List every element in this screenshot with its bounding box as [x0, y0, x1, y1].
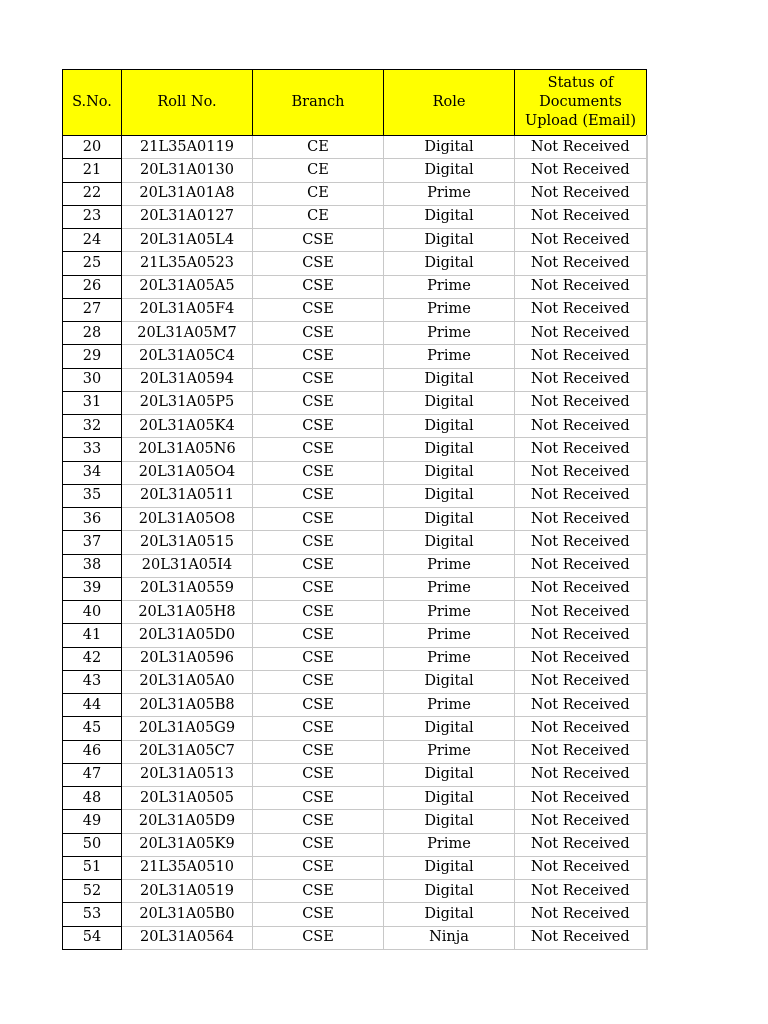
cell-status: Not Received — [515, 694, 647, 717]
table-row — [63, 740, 647, 763]
cell-status: Not Received — [515, 903, 647, 926]
cell-sno: 50 — [63, 833, 122, 856]
cell-sno: 25 — [63, 252, 122, 275]
cell-sno: 22 — [63, 182, 122, 205]
cell-role: Digital — [384, 670, 515, 693]
cell-status: Not Received — [515, 833, 647, 856]
cell-branch: CE — [253, 182, 384, 205]
cell-role: Digital — [384, 461, 515, 484]
cell-sno: 33 — [63, 438, 122, 461]
cell-roll-no: 20L31A0559 — [122, 577, 253, 600]
cell-roll-no: 20L31A05B8 — [122, 694, 253, 717]
cell-roll-no: 20L31A05A0 — [122, 670, 253, 693]
cell-branch: CSE — [253, 740, 384, 763]
cell-sno: 23 — [63, 205, 122, 228]
cell-sno: 51 — [63, 856, 122, 879]
table-row — [63, 577, 647, 600]
table-row — [63, 554, 647, 577]
cell-status: Not Received — [515, 740, 647, 763]
cell-sno: 20 — [63, 136, 122, 159]
table-row — [63, 322, 647, 345]
cell-sno: 48 — [63, 787, 122, 810]
cell-sno: 54 — [63, 926, 122, 949]
cell-roll-no: 21L35A0523 — [122, 252, 253, 275]
cell-roll-no: 20L31A05I4 — [122, 554, 253, 577]
cell-branch: CSE — [253, 647, 384, 670]
cell-status: Not Received — [515, 182, 647, 205]
cell-branch: CSE — [253, 391, 384, 414]
cell-role: Digital — [384, 136, 515, 159]
table-row — [63, 438, 647, 461]
cell-roll-no: 20L31A0505 — [122, 787, 253, 810]
cell-status: Not Received — [515, 763, 647, 786]
cell-role: Prime — [384, 275, 515, 298]
cell-roll-no: 20L31A0594 — [122, 368, 253, 391]
cell-role: Digital — [384, 763, 515, 786]
table-row — [63, 647, 647, 670]
table-row — [63, 833, 647, 856]
cell-status: Not Received — [515, 601, 647, 624]
cell-status: Not Received — [515, 508, 647, 531]
cell-role: Digital — [384, 438, 515, 461]
header-row — [63, 70, 647, 136]
cell-roll-no: 20L31A0130 — [122, 159, 253, 182]
cell-roll-no: 20L31A0564 — [122, 926, 253, 949]
cell-sno: 46 — [63, 740, 122, 763]
cell-role: Prime — [384, 322, 515, 345]
cell-branch: CSE — [253, 717, 384, 740]
cell-branch: CSE — [253, 415, 384, 438]
table-row — [63, 461, 647, 484]
cell-role: Prime — [384, 624, 515, 647]
table-row — [63, 136, 647, 159]
cell-sno: 35 — [63, 484, 122, 507]
cell-role: Digital — [384, 810, 515, 833]
cell-status: Not Received — [515, 624, 647, 647]
cell-status: Not Received — [515, 159, 647, 182]
cell-sno: 40 — [63, 601, 122, 624]
table-body — [63, 136, 647, 950]
cell-roll-no: 20L31A05F4 — [122, 298, 253, 321]
cell-branch: CSE — [253, 624, 384, 647]
cell-role: Digital — [384, 229, 515, 252]
cell-roll-no: 20L31A05G9 — [122, 717, 253, 740]
table-header — [63, 70, 647, 136]
cell-branch: CSE — [253, 484, 384, 507]
cell-sno: 38 — [63, 554, 122, 577]
header-sno: S.No. — [63, 70, 122, 136]
cell-sno: 26 — [63, 275, 122, 298]
cell-roll-no: 20L31A0511 — [122, 484, 253, 507]
cell-branch: CSE — [253, 903, 384, 926]
cell-status: Not Received — [515, 484, 647, 507]
cell-roll-no: 20L31A0513 — [122, 763, 253, 786]
table-row — [63, 182, 647, 205]
cell-role: Prime — [384, 647, 515, 670]
cell-sno: 31 — [63, 391, 122, 414]
cell-branch: CSE — [253, 368, 384, 391]
cell-status: Not Received — [515, 554, 647, 577]
cell-sno: 36 — [63, 508, 122, 531]
cell-branch: CSE — [253, 461, 384, 484]
cell-status: Not Received — [515, 391, 647, 414]
cell-sno: 34 — [63, 461, 122, 484]
cell-branch: CSE — [253, 926, 384, 949]
table-row — [63, 601, 647, 624]
cell-role: Prime — [384, 833, 515, 856]
cell-role: Prime — [384, 554, 515, 577]
header-status: Status of Documents Upload (Email) — [515, 70, 647, 136]
cell-roll-no: 20L31A05K9 — [122, 833, 253, 856]
cell-roll-no: 20L31A05D9 — [122, 810, 253, 833]
table-row — [63, 717, 647, 740]
cell-sno: 37 — [63, 531, 122, 554]
cell-sno: 42 — [63, 647, 122, 670]
cell-roll-no: 20L31A05M7 — [122, 322, 253, 345]
cell-branch: CSE — [253, 856, 384, 879]
documents-status-table — [62, 69, 648, 950]
cell-status: Not Received — [515, 670, 647, 693]
cell-sno: 24 — [63, 229, 122, 252]
cell-status: Not Received — [515, 926, 647, 949]
cell-role: Digital — [384, 531, 515, 554]
cell-roll-no: 20L31A0519 — [122, 880, 253, 903]
cell-branch: CSE — [253, 322, 384, 345]
table-row — [63, 229, 647, 252]
cell-status: Not Received — [515, 136, 647, 159]
cell-role: Digital — [384, 787, 515, 810]
cell-roll-no: 20L31A05K4 — [122, 415, 253, 438]
cell-status: Not Received — [515, 647, 647, 670]
cell-roll-no: 20L31A05C7 — [122, 740, 253, 763]
cell-branch: CE — [253, 205, 384, 228]
cell-sno: 41 — [63, 624, 122, 647]
cell-status: Not Received — [515, 415, 647, 438]
cell-role: Digital — [384, 252, 515, 275]
cell-role: Prime — [384, 740, 515, 763]
cell-sno: 28 — [63, 322, 122, 345]
cell-roll-no: 21L35A0510 — [122, 856, 253, 879]
cell-status: Not Received — [515, 229, 647, 252]
table-row — [63, 694, 647, 717]
table-row — [63, 926, 647, 949]
cell-branch: CSE — [253, 252, 384, 275]
cell-status: Not Received — [515, 787, 647, 810]
cell-sno: 53 — [63, 903, 122, 926]
cell-roll-no: 20L31A05P5 — [122, 391, 253, 414]
table-row — [63, 252, 647, 275]
cell-role: Digital — [384, 205, 515, 228]
cell-roll-no: 20L31A0127 — [122, 205, 253, 228]
cell-status: Not Received — [515, 810, 647, 833]
cell-branch: CSE — [253, 554, 384, 577]
cell-branch: CSE — [253, 787, 384, 810]
cell-status: Not Received — [515, 461, 647, 484]
cell-branch: CSE — [253, 531, 384, 554]
cell-branch: CSE — [253, 229, 384, 252]
cell-role: Digital — [384, 391, 515, 414]
cell-role: Digital — [384, 159, 515, 182]
cell-role: Prime — [384, 577, 515, 600]
table-row — [63, 624, 647, 647]
table-row — [63, 345, 647, 368]
cell-status: Not Received — [515, 368, 647, 391]
cell-sno: 27 — [63, 298, 122, 321]
cell-sno: 47 — [63, 763, 122, 786]
cell-role: Prime — [384, 298, 515, 321]
table-row — [63, 903, 647, 926]
cell-status: Not Received — [515, 880, 647, 903]
cell-status: Not Received — [515, 205, 647, 228]
cell-role: Prime — [384, 345, 515, 368]
cell-role: Digital — [384, 880, 515, 903]
table-row — [63, 856, 647, 879]
cell-sno: 39 — [63, 577, 122, 600]
cell-branch: CSE — [253, 298, 384, 321]
cell-sno: 32 — [63, 415, 122, 438]
cell-sno: 52 — [63, 880, 122, 903]
cell-status: Not Received — [515, 298, 647, 321]
cell-sno: 30 — [63, 368, 122, 391]
cell-branch: CSE — [253, 763, 384, 786]
cell-roll-no: 20L31A05D0 — [122, 624, 253, 647]
cell-role: Digital — [384, 856, 515, 879]
table-row — [63, 298, 647, 321]
cell-role: Digital — [384, 368, 515, 391]
cell-branch: CSE — [253, 670, 384, 693]
header-roll-no: Roll No. — [122, 70, 253, 136]
table-row — [63, 531, 647, 554]
cell-status: Not Received — [515, 275, 647, 298]
cell-status: Not Received — [515, 345, 647, 368]
cell-sno: 43 — [63, 670, 122, 693]
cell-status: Not Received — [515, 577, 647, 600]
cell-role: Digital — [384, 717, 515, 740]
cell-roll-no: 20L31A0515 — [122, 531, 253, 554]
cell-role: Digital — [384, 903, 515, 926]
cell-branch: CSE — [253, 345, 384, 368]
cell-roll-no: 20L31A05L4 — [122, 229, 253, 252]
cell-branch: CSE — [253, 577, 384, 600]
table-row — [63, 670, 647, 693]
cell-roll-no: 20L31A05B0 — [122, 903, 253, 926]
cell-branch: CSE — [253, 833, 384, 856]
cell-branch: CE — [253, 136, 384, 159]
cell-status: Not Received — [515, 856, 647, 879]
cell-roll-no: 20L31A05A5 — [122, 275, 253, 298]
cell-sno: 21 — [63, 159, 122, 182]
table-row — [63, 763, 647, 786]
cell-roll-no: 20L31A05H8 — [122, 601, 253, 624]
cell-status: Not Received — [515, 322, 647, 345]
cell-role: Prime — [384, 182, 515, 205]
cell-status: Not Received — [515, 531, 647, 554]
table-row — [63, 159, 647, 182]
cell-roll-no: 20L31A01A8 — [122, 182, 253, 205]
table-row — [63, 787, 647, 810]
cell-sno: 45 — [63, 717, 122, 740]
cell-role: Ninja — [384, 926, 515, 949]
cell-roll-no: 21L35A0119 — [122, 136, 253, 159]
cell-roll-no: 20L31A05O8 — [122, 508, 253, 531]
header-branch: Branch — [253, 70, 384, 136]
cell-roll-no: 20L31A0596 — [122, 647, 253, 670]
cell-sno: 49 — [63, 810, 122, 833]
table-row — [63, 368, 647, 391]
cell-status: Not Received — [515, 717, 647, 740]
cell-role: Digital — [384, 415, 515, 438]
table-row — [63, 275, 647, 298]
cell-roll-no: 20L31A05O4 — [122, 461, 253, 484]
table-row — [63, 880, 647, 903]
cell-role: Digital — [384, 508, 515, 531]
table-row — [63, 484, 647, 507]
cell-branch: CSE — [253, 880, 384, 903]
cell-branch: CSE — [253, 438, 384, 461]
cell-role: Prime — [384, 601, 515, 624]
cell-branch: CE — [253, 159, 384, 182]
table-row — [63, 508, 647, 531]
header-role: Role — [384, 70, 515, 136]
cell-sno: 44 — [63, 694, 122, 717]
table-row — [63, 391, 647, 414]
cell-sno: 29 — [63, 345, 122, 368]
cell-role: Prime — [384, 694, 515, 717]
cell-branch: CSE — [253, 508, 384, 531]
cell-roll-no: 20L31A05N6 — [122, 438, 253, 461]
cell-branch: CSE — [253, 601, 384, 624]
cell-role: Digital — [384, 484, 515, 507]
table-row — [63, 415, 647, 438]
cell-roll-no: 20L31A05C4 — [122, 345, 253, 368]
cell-branch: CSE — [253, 810, 384, 833]
cell-status: Not Received — [515, 438, 647, 461]
table-row — [63, 205, 647, 228]
cell-branch: CSE — [253, 275, 384, 298]
cell-branch: CSE — [253, 694, 384, 717]
table-row — [63, 810, 647, 833]
cell-status: Not Received — [515, 252, 647, 275]
